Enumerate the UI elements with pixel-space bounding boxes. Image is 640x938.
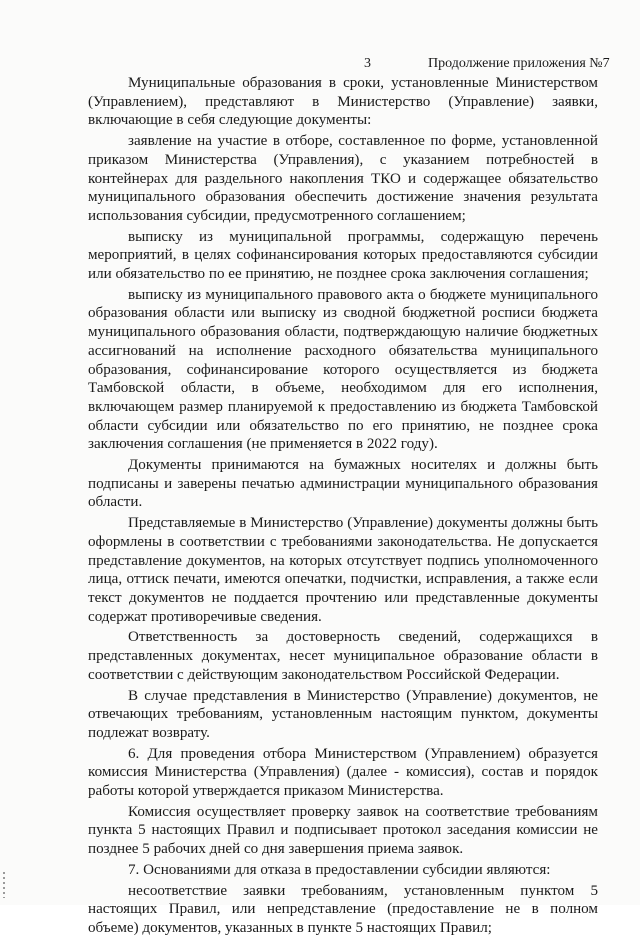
paragraph-commission-formation: 6. Для проведения отбора Министерством (Управлением) образуется комиссия Министерства (Управления) (далее - комиссия), состав и порядок работы которой утверждается приказом Министерства. <box>88 745 598 800</box>
paragraph-refusal-grounds: 7. Основаниями для отказа в предоставлении субсидии являются: <box>128 861 551 878</box>
paragraph-commission-review: Комиссия осуществляет проверку заявок на соответствие требованиям пункта 5 настоящих Правил и подписывает протокол заседания комиссии не позднее 5 рабочих дней со дня завершения приема заявок. <box>88 803 598 858</box>
paragraph-program-extract: выписку из муниципальной программы, содержащую перечень мероприятий, в целях софинансирования которых предоставляются субсидии или обязательство по ее принятию, не позднее срока заключения соглашения; <box>88 228 598 283</box>
paragraph-paper-documents: Документы принимаются на бумажных носителях и должны быть подписаны и заверены печатью администрации муниципального образования области. <box>88 457 598 511</box>
page-header <box>0 56 640 74</box>
paragraph-responsibility: Ответственность за достоверность сведений, содержащихся в представленных документах, несет муниципальное образование области в соответствии с действующим законодательством Российской Федерации. <box>88 629 598 683</box>
page-number: 3 <box>364 56 371 71</box>
scan-edge-mark <box>3 872 5 898</box>
paragraph-budget-extract: выписку из муниципального правового акта о бюджете муниципального образования области или выписку из сводной бюджетной росписи бюджета муниципального образования области, подтверждающую наличие бюджетных ассигнований на исполнение расходного обязательства муниципального образования, софинансирование которого осуществляется из бюджета Тамбовской области, в объеме, необходимом для его исполнения, включающем размер планируемой к предоставлению из бюджета Тамбовской области субсидии или обязательство по его принятию, не позднее срока заключения соглашения (не применяется в 2022 году). <box>88 286 598 453</box>
document-body <box>88 74 598 938</box>
paragraph-participation-statement: заявление на участие в отборе, составленное по форме, установленной приказом Министерства (Управления), с указанием потребностей в контейнерах для раздельного накопления ТКО и содержащее обязательство муниципального образования обеспечить достижение значения результата использования субсидии, предусмотренного соглашением; <box>88 133 598 224</box>
appendix-continuation-note: Продолжение приложения №7 <box>428 56 610 71</box>
paragraph-refusal-mismatch: несоответствие заявки требованиям, установленным пунктом 5 настоящих Правил, или непредставление (предоставление не в полном объеме) документов, указанных в пункте 5 настоящих Правил; <box>88 882 598 936</box>
paragraph-applications-intro: Муниципальные образования в сроки, установленные Министерством (Управлением), представляют в Министерство (Управление) заявки, включающие в себя следующие документы: <box>88 75 598 129</box>
paragraph-document-return: В случае представления в Министерство (Управление) документов, не отвечающих требованиям, установленным настоящим пунктом, документы подлежат возврату. <box>88 687 598 741</box>
paragraph-document-requirements: Представляемые в Министерство (Управление) документы должны быть оформлены в соответствии с требованиями законодательства. Не допускается представление документов, на которых отсутствует подпись уполномоченного лица, оттиск печати, имеются опечатки, подчистки, исправления, а также если текст документов не поддается прочтению или представленные документы содержат противоречивые сведения. <box>88 515 598 625</box>
